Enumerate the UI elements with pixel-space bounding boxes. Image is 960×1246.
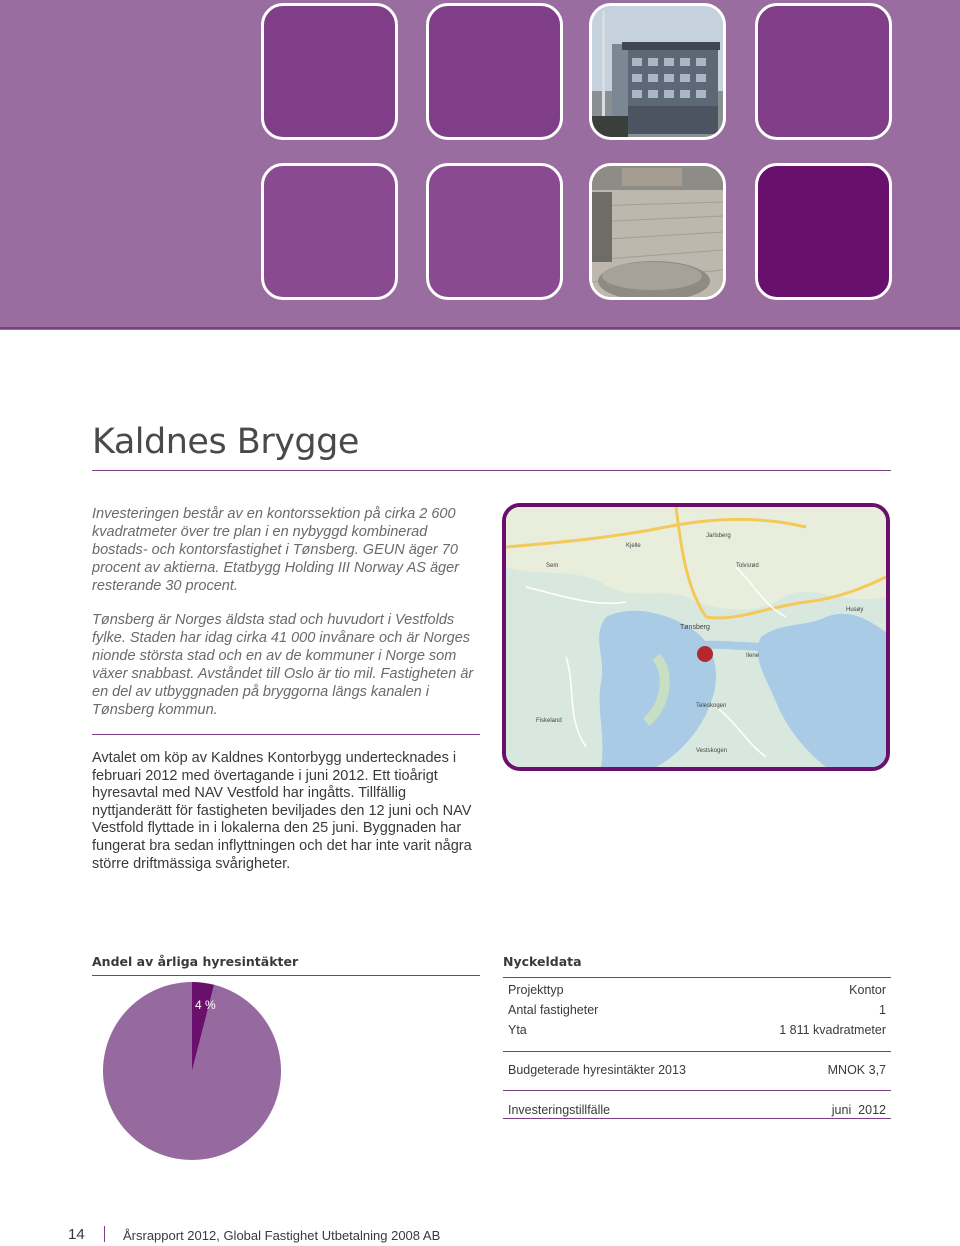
building-photo-tile [589, 3, 726, 140]
tile-bottom-2 [426, 163, 563, 300]
banner-divider [0, 327, 960, 329]
footer-separator [104, 1226, 105, 1242]
keydata-value: Kontor [849, 983, 886, 997]
map-label-3: Teleskogen [696, 703, 727, 709]
intro-paragraph-1: Investeringen består av en kontorssektion på cirka 2 600 kvadratmeter över tre plan i en nybyggd kombinerad bostads- och kontorsfastighet i Tønsberg. GEUN äger 70 procent av aktierna. Etatbygg Holding III Norway AS äger resterande 30 procent. [92, 506, 459, 594]
keydata-title: Nyckeldata [503, 954, 582, 969]
footer-text: Årsrapport 2012, Global Fastighet Utbetalning 2008 AB [123, 1228, 441, 1243]
keydata-value: juni 2012 [831, 1103, 886, 1117]
plaza-photo [592, 166, 723, 297]
tile-top-4 [755, 3, 892, 140]
keydata-label: Antal fastigheter [508, 1003, 599, 1017]
keydata-divider-2 [503, 1051, 891, 1052]
title-divider [92, 470, 891, 471]
building-photo [592, 6, 723, 137]
map-label-2: Ilene [746, 653, 760, 659]
keydata-row [508, 1003, 886, 1017]
map-label-9: Tolvsrød [736, 563, 759, 569]
tile-top-1 [261, 3, 398, 140]
map-label-6: Sem [546, 563, 559, 569]
map-label-1: Husøy [846, 607, 864, 613]
map-label-8: Vestskogen [696, 748, 728, 754]
page-title: Kaldnes Brygge [92, 422, 359, 462]
tile-top-2 [426, 3, 563, 140]
location-marker-icon[interactable] [697, 646, 713, 662]
location-map[interactable] [502, 503, 890, 771]
keydata-label: Projekttyp [508, 983, 564, 997]
keydata-row [508, 1023, 886, 1037]
plaza-photo-tile [589, 163, 726, 300]
map-label-tonsberg: Tønsberg [680, 624, 710, 631]
keydata-value: 1 [879, 1003, 886, 1017]
pie-svg [102, 981, 282, 1161]
body-paragraph: Avtalet om köp av Kaldnes Kontorbygg undertecknades i februari 2012 med övertagande i juni 2012. Ett tioårigt hyresavtal med NAV Vestfold har ingåtts. Tillfällig nyttjanderätt för fastigheten beviljades den 12 juni och NAV Vestfold flyttade in i lokalerna den 25 juni. Byggnaden har fungerat bra sedan inflyttningen och det har inte varit några större driftmässiga svårigheter. [92, 750, 472, 872]
keydata-divider-4 [503, 1118, 891, 1119]
keydata-label: Investeringstillfälle [508, 1103, 611, 1117]
intro-divider [92, 734, 480, 735]
intro-paragraph-2: Tønsberg är Norges äldsta stad och huvudort i Vestfolds fylke. Staden har idag cirka 41 000 invånare och är Norges nionde största stad och en av de kommuner i Norge som växer snabbast. Avståndet till Oslo är tio mil. Fastigheten är en del av utbyggnaden på bryggorna längs kanalen i Tønsberg kommun. [92, 612, 474, 718]
keydata-row [508, 1103, 886, 1117]
keydata-row [508, 983, 886, 997]
keydata-label: Yta [508, 1023, 527, 1037]
keydata-value: MNOK 3,7 [827, 1063, 886, 1077]
keydata-divider-1 [503, 977, 891, 978]
keydata-label: Budgeterade hyresintäkter 2013 [508, 1063, 686, 1077]
rent-share-pie-chart [102, 981, 282, 1161]
keydata-divider-3 [503, 1090, 891, 1091]
keydata-value: 1 811 kvadratmeter [779, 1023, 886, 1037]
pie-chart-title: Andel av årliga hyresintäkter [92, 954, 299, 969]
map-label-7: Fiskeland [536, 718, 562, 724]
tile-bottom-1 [261, 163, 398, 300]
keydata-row [508, 1063, 886, 1077]
pie-slice-label: 4 % [195, 998, 216, 1012]
map-graphic [506, 507, 886, 767]
map-label-4: Jarlsberg [706, 533, 731, 539]
map-label-5: Kjelle [626, 543, 641, 549]
page-number: 14 [68, 1226, 85, 1243]
tile-bottom-4 [755, 163, 892, 300]
pie-title-divider [92, 975, 480, 976]
